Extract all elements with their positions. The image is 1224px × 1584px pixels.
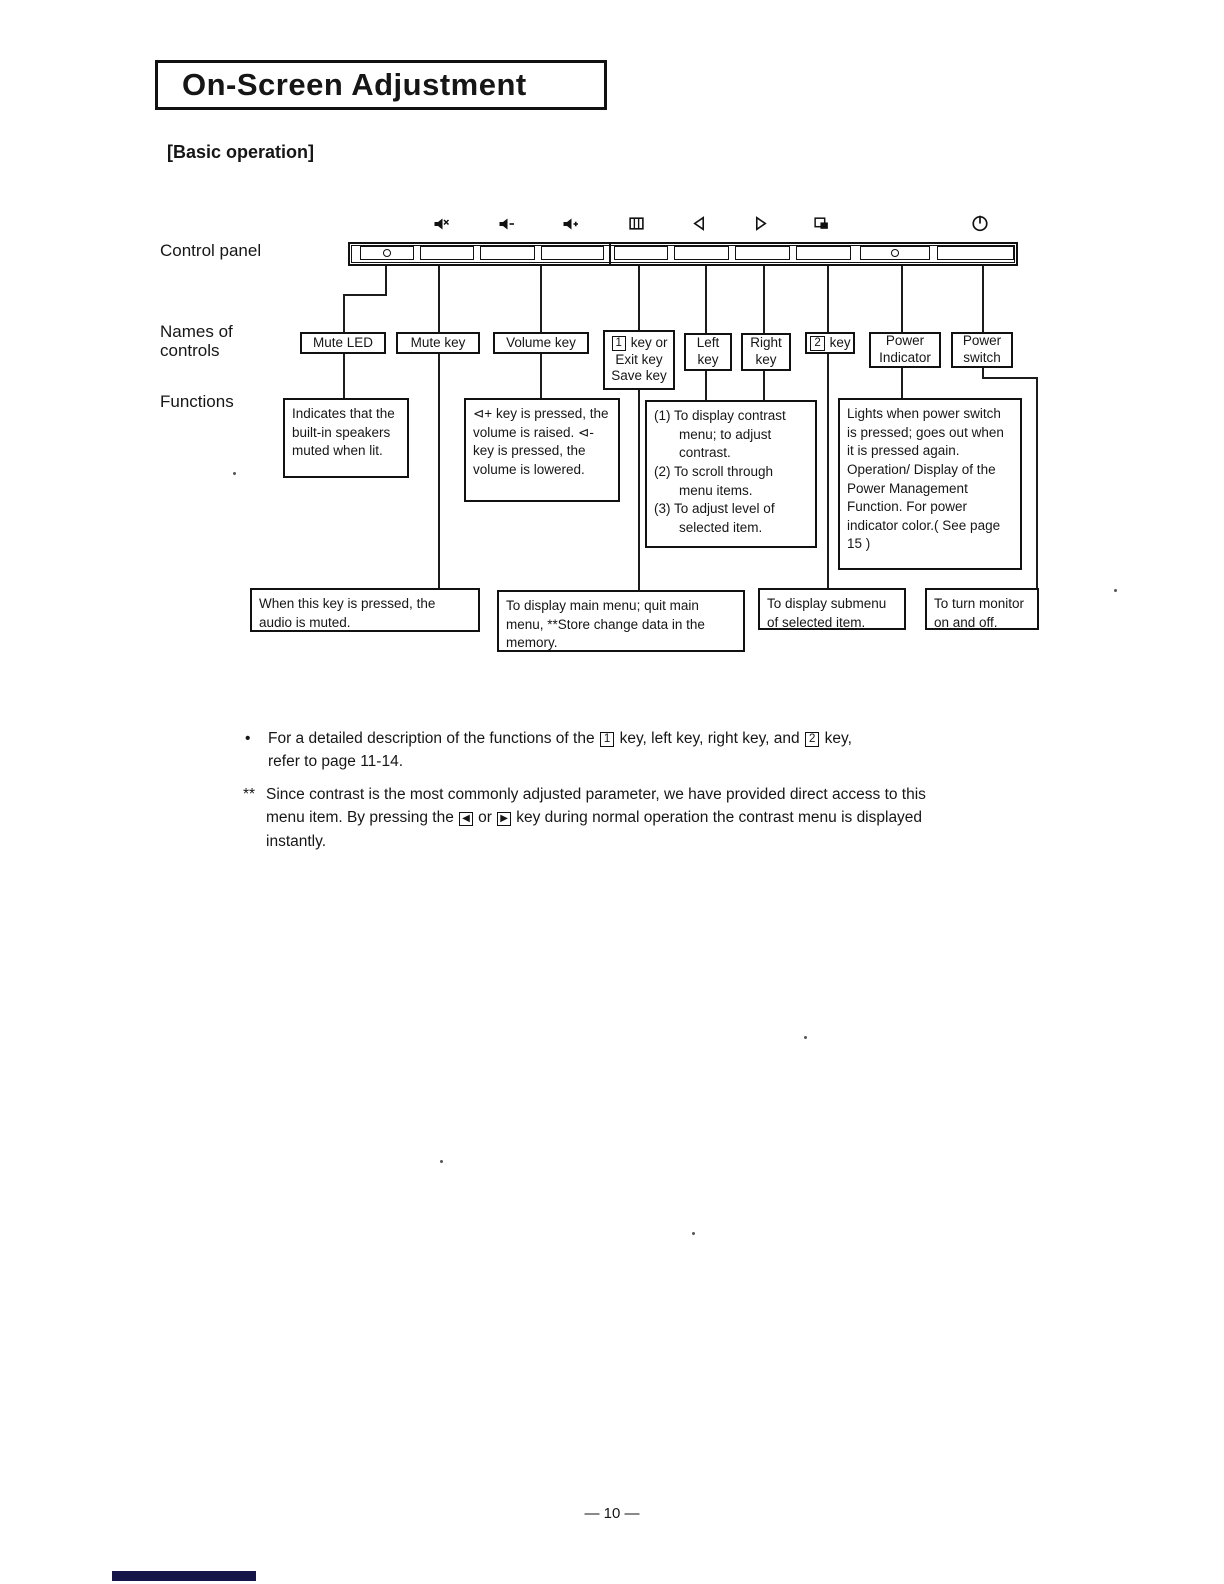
- connector-line: [540, 354, 542, 398]
- power-indicator-led: [891, 249, 899, 257]
- connector-line: [638, 390, 640, 590]
- mute-led-indicator: [383, 249, 391, 257]
- function-box-power-switch: To turn monitor on and off.: [925, 588, 1039, 630]
- scan-speck: [1114, 589, 1117, 592]
- mute-icon: [432, 215, 450, 233]
- connector-line: [705, 371, 707, 400]
- connector-line: [901, 266, 903, 332]
- volume-up-icon: [561, 215, 579, 233]
- function-box-menu-keys: (1) To display contrast menu; to adjust contrast. (2) To scroll through menu items. (3) To adjust level of selected item.: [645, 400, 817, 548]
- power-switch-button: [937, 246, 1014, 260]
- name-box-left-key: Left key: [684, 333, 732, 371]
- key-1-badge: 1: [600, 732, 614, 747]
- left-arrow-icon: [691, 215, 709, 233]
- key-2-badge: 2: [805, 732, 819, 747]
- name-box-mute-key: Mute key: [396, 332, 480, 354]
- volume-down-button: [480, 246, 535, 260]
- name-box-power-switch: Power switch: [951, 332, 1013, 368]
- connector-line: [343, 294, 387, 296]
- connector-line: [385, 266, 387, 296]
- names-of-controls-label-line1: Names of: [160, 322, 233, 341]
- volume-down-icon: [497, 215, 515, 233]
- power-indicator-cell: [860, 246, 930, 260]
- connector-line: [901, 368, 903, 398]
- connector-line: [982, 266, 984, 332]
- connector-line: [982, 377, 1038, 379]
- mute-key-button: [420, 246, 474, 260]
- connector-line: [705, 266, 707, 333]
- scan-speck: [804, 1036, 807, 1039]
- control-panel-bar: [348, 242, 1018, 266]
- page-number: — 10 —: [584, 1505, 640, 1522]
- power-icon: [971, 214, 989, 232]
- name-box-volume-key: Volume key: [493, 332, 589, 354]
- function-box-power-indicator: Lights when power switch is pressed; goes out when it is pressed again. Operation/ Display of the Power Management Function. For power indicator color.( See page 15 ): [838, 398, 1022, 570]
- connector-line: [827, 266, 829, 332]
- right-arrow-icon: [752, 215, 770, 233]
- left-arrow-key-badge: ◀: [459, 812, 473, 826]
- mute-led-cell: [360, 246, 414, 260]
- submenu-icon: [813, 215, 831, 233]
- menu-icon: [628, 215, 646, 233]
- note-contrast-shortcut: [243, 783, 933, 853]
- connector-line: [343, 294, 345, 332]
- connector-line: [438, 354, 440, 588]
- functions-label: Functions: [160, 392, 234, 411]
- name-box-mute-led: Mute LED: [300, 332, 386, 354]
- connector-line: [438, 266, 440, 332]
- connector-line: [343, 354, 345, 398]
- page-title: On-Screen Adjustment: [182, 67, 527, 102]
- control-panel-label: Control panel: [160, 241, 262, 260]
- bullet-marker: •: [245, 730, 251, 747]
- name-box-right-key: Right key: [741, 333, 791, 371]
- connector-line: [638, 266, 640, 330]
- key-1-badge: 1: [612, 336, 626, 351]
- page-title-box: [155, 60, 607, 110]
- volume-up-button: [541, 246, 604, 260]
- function-box-submenu: To display submenu of selected item.: [758, 588, 906, 630]
- scan-speck: [440, 1160, 443, 1163]
- key-2-badge: 2: [810, 336, 824, 351]
- note-body: For a detailed description of the functions of the 1 key, left key, right key, and 2 key, refer to page 11-14.: [268, 730, 852, 771]
- function-box-mute-key: When this key is pressed, the audio is muted.: [250, 588, 480, 632]
- scan-artifact-bar: [112, 1571, 256, 1581]
- key-2-button: [796, 246, 851, 260]
- connector-line: [763, 371, 765, 400]
- note-body: Since contrast is the most commonly adjusted parameter, we have provided direct access to this menu item. By pressing the ◀ or ▶ key during normal operation the contrast menu is displayed instantly.: [266, 786, 926, 850]
- scan-speck: [233, 472, 236, 475]
- left-key-button: [674, 246, 729, 260]
- function-box-volume: ⊲+ key is pressed, the volume is raised. ⊲- key is pressed, the volume is lowered.: [464, 398, 620, 502]
- connector-line: [540, 266, 542, 332]
- function-box-main-menu: To display main menu; quit main menu, **Store change data in the memory.: [497, 590, 745, 652]
- function-box-mute-led: Indicates that the built-in speakers muted when lit.: [283, 398, 409, 478]
- note-key-description: [245, 727, 955, 774]
- right-key-button: [735, 246, 790, 260]
- right-arrow-key-badge: ▶: [497, 812, 511, 826]
- section-heading: [Basic operation]: [167, 142, 315, 162]
- names-of-controls-label-line2: controls: [160, 341, 220, 360]
- name-box-1-key: 1 key or Exit key Save key: [603, 330, 675, 390]
- menu-key-button: [614, 246, 668, 260]
- name-box-power-indicator: Power Indicator: [869, 332, 941, 368]
- panel-divider: [609, 244, 611, 264]
- double-star-marker: **: [243, 786, 256, 803]
- connector-line: [763, 266, 765, 333]
- scan-speck: [692, 1232, 695, 1235]
- connector-line: [1036, 377, 1038, 588]
- connector-line: [827, 354, 829, 588]
- name-box-2-key: 2 key: [805, 332, 855, 354]
